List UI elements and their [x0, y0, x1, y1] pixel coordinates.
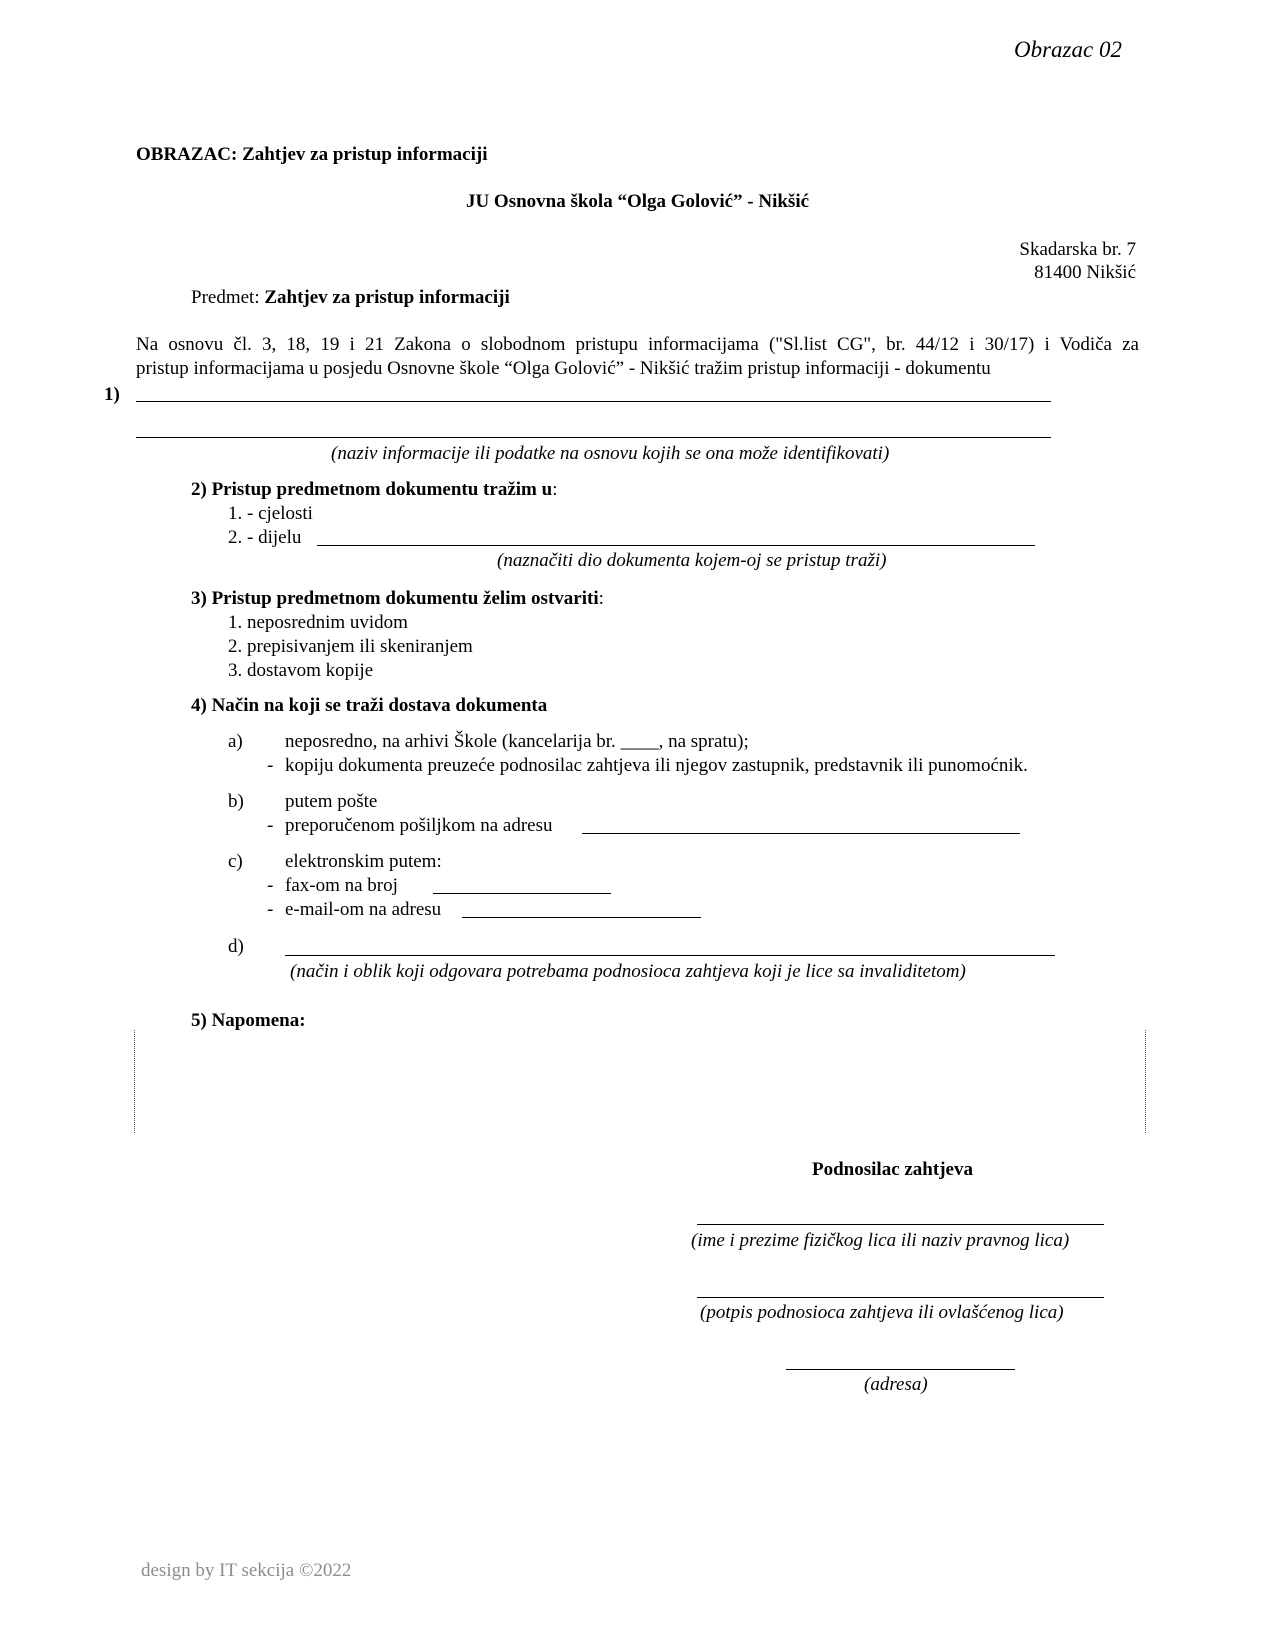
- postal-address-field[interactable]: [582, 833, 1020, 834]
- option-number: 1.: [228, 612, 243, 633]
- form-title-text: Zahtjev za pristup informaciji: [237, 144, 488, 165]
- email-address-field[interactable]: [462, 917, 701, 918]
- section-3-colon: :: [598, 588, 604, 609]
- subject: [191, 286, 510, 310]
- delivery-c-dash-2: -: [267, 899, 274, 920]
- option-text: prepisivanjem ili skeniranjem: [247, 636, 473, 657]
- form-title: [136, 143, 488, 167]
- address-line-1: Skadarska br. 7: [1019, 239, 1136, 260]
- option-text: dostavom kopije: [247, 660, 374, 681]
- applicant-name-field[interactable]: [697, 1224, 1104, 1225]
- intro-line-2: pristup informacijama u posjedu Osnovne škole “Olga Golović” - Nikšić tražim pristup informaciji - dokumentu: [136, 358, 991, 379]
- subject-label: Predmet:: [191, 287, 265, 308]
- delivery-a-subtext: kopiju dokumenta preuzeće podnosilac zahtjeva ili njegov zastupnik, predstavnik ili punomoćnik.: [285, 755, 1028, 776]
- accessible-delivery-caption: (način i oblik koji odgovara potrebama podnosioca zahtjeva koji je lice sa invaliditetom): [290, 961, 966, 982]
- delivery-b-letter[interactable]: b): [228, 791, 244, 812]
- section-2-heading-text: 2) Pristup predmetnom dokumentu tražim u: [191, 479, 553, 500]
- delivery-c-email-label: e-mail-om na adresu: [285, 899, 442, 920]
- section-3-heading-text: 3) Pristup predmetnom dokumentu želim ostvariti: [191, 588, 599, 609]
- intro-line-1: Na osnovu čl. 3, 18, 19 i 21 Zakona o slobodnom pristupu informacijama ("Sl.list CG", br. 44/12 i 30/17) i Vodiča za: [136, 334, 1139, 355]
- form-number: Obrazac 02: [1014, 37, 1122, 62]
- delivery-d-letter[interactable]: d): [228, 936, 244, 957]
- part-of-document-field[interactable]: [317, 545, 1035, 546]
- form-title-label: OBRAZAC:: [136, 144, 238, 165]
- delivery-b-subtext: preporučenom pošiljkom na adresu: [285, 815, 553, 836]
- delivery-b-text: putem pošte: [285, 791, 378, 812]
- delivery-c-text: elektronskim putem:: [285, 851, 442, 872]
- note-box-left-border: [134, 1030, 135, 1133]
- accessible-delivery-field[interactable]: [285, 955, 1055, 956]
- access-option-part[interactable]: 2. - dijelu: [228, 527, 302, 548]
- part-of-document-caption: (naznačiti dio dokumenta kojem-oj se pristup traži): [497, 550, 887, 571]
- realize-option-1[interactable]: [228, 611, 408, 635]
- access-option-whole[interactable]: 1. - cjelosti: [228, 503, 313, 524]
- fax-number-field[interactable]: [433, 893, 611, 894]
- realize-option-3[interactable]: [228, 659, 373, 683]
- delivery-a-text-before: neposredno, na arhivi Škole (kancelarija br.: [285, 731, 621, 752]
- office-number-blank[interactable]: ____: [620, 731, 659, 752]
- section-1-number: 1): [104, 384, 120, 405]
- applicant-name-caption: (ime i prezime fizičkog lica ili naziv pravnog lica): [691, 1230, 1070, 1251]
- applicant-address-caption: (adresa): [864, 1374, 928, 1395]
- address-line-2: 81400 Nikšić: [1034, 262, 1136, 283]
- delivery-c-dash-1: -: [267, 875, 274, 896]
- delivery-a-letter[interactable]: a): [228, 731, 243, 752]
- section-2-colon: :: [552, 479, 558, 500]
- delivery-c-fax-label: fax-om na broj: [285, 875, 398, 896]
- delivery-a-dash: -: [267, 755, 274, 776]
- realize-option-2[interactable]: [228, 635, 473, 659]
- delivery-a-text-after: , na spratu);: [658, 731, 749, 752]
- delivery-a-text: [285, 730, 749, 754]
- delivery-b-dash: -: [267, 815, 274, 836]
- footer-credit: design by IT sekcija ©2022: [141, 1560, 352, 1581]
- note-text-area[interactable]: [137, 1032, 1143, 1131]
- section-3-heading: [191, 587, 604, 611]
- section-2-heading: [191, 478, 557, 502]
- section-5-heading: 5) Napomena:: [191, 1010, 306, 1031]
- info-name-caption: (naziv informacije ili podatke na osnovu kojih se ona može identifikovati): [331, 443, 890, 464]
- note-box-right-border: [1145, 1030, 1146, 1133]
- applicant-signature-field[interactable]: [697, 1297, 1104, 1298]
- applicant-address-field[interactable]: [786, 1369, 1015, 1370]
- applicant-signature-caption: (potpis podnosioca zahtjeva ili ovlašćenog lica): [700, 1302, 1064, 1323]
- info-name-field-line-1[interactable]: [136, 401, 1051, 402]
- delivery-c-letter[interactable]: c): [228, 851, 243, 872]
- section-4-heading: 4) Način na koji se traži dostava dokumenta: [191, 695, 548, 716]
- option-number: 3.: [228, 660, 243, 681]
- info-name-field-line-2[interactable]: [136, 437, 1051, 438]
- institution-name: JU Osnovna škola “Olga Golović” - Nikšić: [465, 191, 810, 212]
- option-number: 2.: [228, 636, 243, 657]
- signature-title: Podnosilac zahtjeva: [812, 1159, 973, 1180]
- option-text: neposrednim uvidom: [247, 612, 408, 633]
- subject-text: Zahtjev za pristup informaciji: [264, 287, 510, 308]
